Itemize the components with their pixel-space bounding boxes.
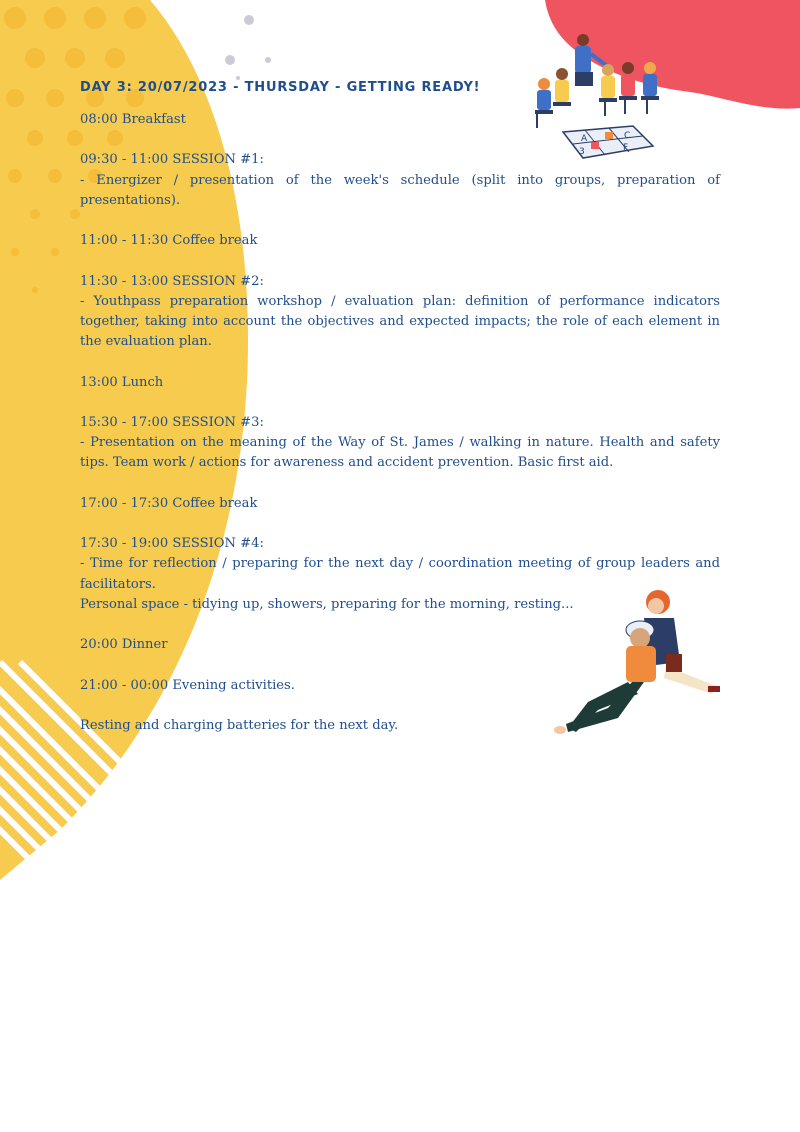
session-4-title: 17:30 - 19:00 SESSION #4:: [80, 536, 264, 552]
board-letter-f: F: [623, 143, 629, 153]
board-letter-c: C: [624, 131, 631, 141]
evening-activities-entry: 21:00 - 00:00 Evening activities.: [80, 677, 295, 693]
daily-schedule: [80, 76, 720, 736]
session-2-title: 11:30 - 13:00 SESSION #2:: [80, 273, 264, 289]
board-letter-3: 3: [579, 147, 585, 157]
coffee-break-1: 11:00 - 11:30 Coffee break: [80, 233, 258, 249]
lunch-entry: 13:00 Lunch: [80, 374, 164, 390]
session-2-description: - Youthpass preparation workshop / evaluation plan: definition of performance indicators together, taking into account the objectives and expected impacts; the role of each element in the evaluation plan.: [80, 293, 720, 350]
session-4-description: - Time for reflection / preparing for the next day / coordination meeting of group leaders and facilitators.: [80, 556, 720, 592]
grey-dots: [225, 15, 271, 80]
day-title: DAY 3: 20/07/2023 - THURSDAY - GETTING READY!: [80, 80, 481, 95]
board-letter-a: A: [581, 134, 588, 144]
session-3-title: 15:30 - 17:00 SESSION #3:: [80, 414, 264, 430]
closing-note: Resting and charging batteries for the next day.: [80, 717, 399, 733]
session-1-title: 09:30 - 11:00 SESSION #1:: [80, 152, 264, 168]
breakfast-entry: 08:00 Breakfast: [80, 112, 186, 127]
dinner-entry: 20:00 Dinner: [80, 637, 168, 653]
session-3-description: - Presentation on the meaning of the Way of St. James / walking in nature. Health and safety tips. Team work / actions for awareness and accident prevention. Basic first aid.: [80, 435, 720, 471]
personal-space-note: Personal space - tidying up, showers, preparing for the morning, resting...: [80, 596, 574, 612]
session-1-description: - Energizer / presentation of the week's schedule (split into groups, preparation of presentations).: [80, 172, 720, 208]
coffee-break-2: 17:00 - 17:30 Coffee break: [80, 495, 258, 511]
